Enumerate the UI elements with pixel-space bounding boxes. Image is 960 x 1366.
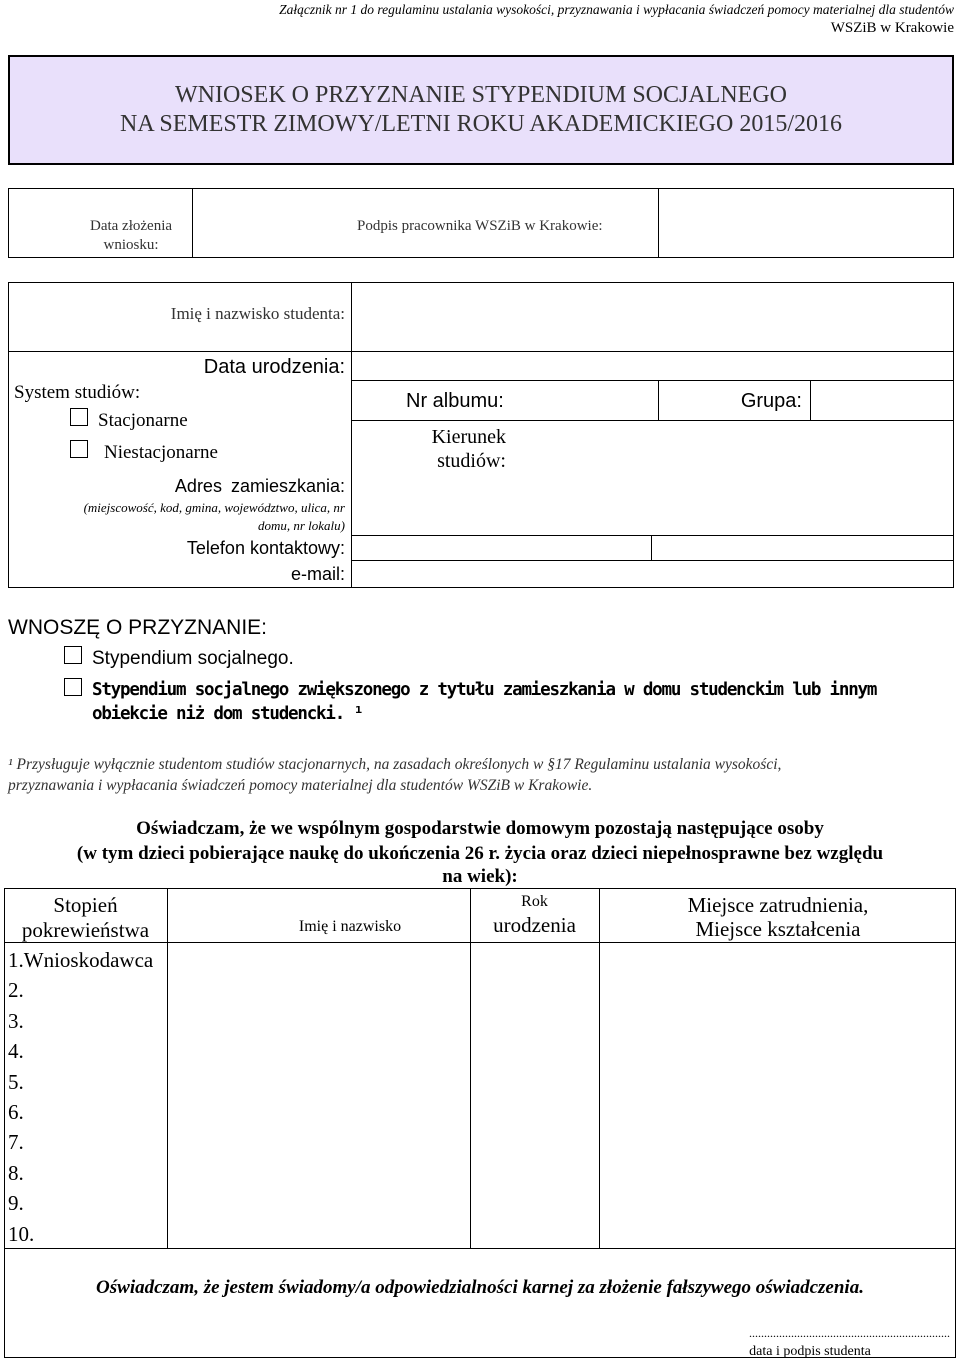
student-name-field[interactable]: [353, 284, 952, 350]
student-info-divider-h5: [351, 560, 954, 561]
annex-header-line2: WSZiB w Krakowie: [830, 20, 954, 36]
declaration-line1: Oświadczam, że we wspólnym gospodarstwie domowym pozostają następujące osoby: [136, 818, 824, 839]
table-row-label: 1.Wnioskodawca: [8, 948, 154, 972]
table-row-label: 5.: [8, 1069, 24, 1094]
field-of-study-label-2: studiów:: [437, 450, 506, 472]
birth-date-label: Data urodzenia:: [203, 356, 345, 378]
household-rows: [8, 945, 168, 1249]
col-relationship-header-1: Stopień: [53, 893, 118, 917]
col-relationship-header-2: pokrewieństwa: [21, 918, 150, 942]
col-birthyear-header-1: Rok: [521, 893, 548, 910]
student-info-divider-h4: [351, 535, 954, 536]
table-row-label: 4.: [8, 1039, 24, 1064]
annex-header-line1: Załącznik nr 1 do regulaminu ustalania wysokości, przyznawania i wypłacania świadczeń pomocy materialnej dla studentów: [279, 2, 954, 17]
study-system-label: System studiów:: [14, 382, 141, 403]
title-box: [8, 55, 954, 165]
signature-dots: ...................................................................: [749, 1326, 950, 1340]
student-info-divider-h2: [351, 380, 954, 381]
col-workplace-header-2: Miejsce kształcenia: [695, 917, 861, 941]
field-of-study-field[interactable]: [510, 422, 952, 478]
declaration-line3: na wiek):: [442, 866, 518, 887]
student-info-divider-v3: [810, 380, 811, 420]
phone-label: Telefon kontaktowy:: [186, 538, 345, 558]
title-line2: NA SEMESTR ZIMOWY/LETNI ROKU AKADEMICKIEGO 2015/2016: [120, 111, 842, 137]
title-line1: WNIOSEK O PRZYZNANIE STYPENDIUM SOCJALNEGO: [175, 82, 787, 108]
nonstationary-checkbox[interactable]: [70, 440, 88, 458]
email-label: e-mail:: [290, 564, 345, 584]
signature-caption: data i podpis studenta: [749, 1344, 871, 1359]
address-hint-2: domu, nr lokalu): [257, 518, 345, 533]
table-row-label: 7.: [8, 1130, 24, 1155]
email-field[interactable]: [353, 562, 952, 586]
request-heading: WNOSZĘ O PRZYZNANIE:: [8, 616, 268, 639]
increased-scholarship-checkbox[interactable]: [64, 678, 82, 696]
office-divider: [192, 188, 193, 258]
student-info-divider: [351, 282, 352, 588]
office-divider-2: [658, 188, 659, 258]
increased-scholarship-label-2: obiekcie niż dom studencki. ¹: [92, 704, 363, 724]
student-info-divider-h1: [8, 351, 954, 352]
group-label: Grupa:: [740, 390, 802, 412]
household-entry-area[interactable]: [169, 944, 954, 1246]
album-number-field[interactable]: [510, 382, 656, 418]
table-row-label: 2.: [8, 978, 24, 1003]
table-row-label: 9.: [8, 1191, 24, 1216]
phone-field-2[interactable]: [653, 537, 952, 559]
student-info-divider-h3: [351, 420, 954, 421]
col-birthyear-header-2: urodzenia: [493, 913, 576, 937]
social-scholarship-label: Stypendium socjalnego.: [92, 648, 294, 669]
table-row-label: 3.: [8, 1008, 24, 1033]
col-name-header: Imię i nazwisko: [298, 918, 402, 935]
liability-statement: Oświadczam, że jestem świadomy/a odpowiedzialności karnej za złożenie fałszywego oświadczenia.: [96, 1277, 864, 1298]
address-field[interactable]: [353, 480, 952, 534]
increased-scholarship-label-1: Stypendium socjalnego zwiększonego z tytułu zamieszkania w domu studenckim lub innym: [92, 680, 877, 700]
stationary-checkbox[interactable]: [70, 408, 88, 426]
table-row-label: 6.: [8, 1099, 24, 1124]
footnote-line1: ¹ Przysługuje wyłącznie studentom studiów stacjonarnych, na zasadach określonych w §17 Regulaminu ustalania wysokości,: [8, 756, 782, 773]
table-row-label: 8.: [8, 1160, 24, 1185]
staff-signature-label: Podpis pracownika WSZiB w Krakowie:: [357, 218, 603, 234]
student-name-label: Imię i nazwisko studenta:: [170, 304, 345, 323]
table-row-label: 10.: [8, 1221, 35, 1246]
address-label: Adres zamieszkania:: [174, 476, 345, 496]
submission-date-label-1: Data złożenia: [89, 218, 173, 234]
col-workplace-header-1: Miejsce zatrudnienia,: [687, 893, 869, 917]
social-scholarship-checkbox[interactable]: [64, 646, 82, 664]
phone-field[interactable]: [353, 537, 649, 559]
footnote-line2: przyznawania i wypłacania świadczeń pomocy materialnej dla studentów WSZiB w Krakowie.: [8, 777, 593, 794]
declaration-line2: (w tym dzieci pobierające naukę do ukończenia 26 r. życia oraz dzieci niepełnosprawne bez względu: [76, 843, 884, 864]
submission-date-label-2: wniosku:: [103, 237, 159, 253]
student-info-divider-v4: [651, 535, 652, 560]
nonstationary-label: Niestacjonarne: [104, 442, 218, 463]
student-info-divider-v2: [658, 380, 659, 420]
group-field[interactable]: [812, 382, 952, 418]
stationary-label: Stacjonarne: [98, 410, 188, 431]
field-of-study-label-1: Kierunek: [431, 426, 506, 448]
address-hint-1: (miejscowość, kod, gmina, województwo, ulica, nr: [83, 500, 345, 515]
album-number-label: Nr albumu:: [406, 390, 504, 412]
student-signature-field[interactable]: [680, 1310, 950, 1340]
staff-signature-field[interactable]: [660, 190, 952, 256]
